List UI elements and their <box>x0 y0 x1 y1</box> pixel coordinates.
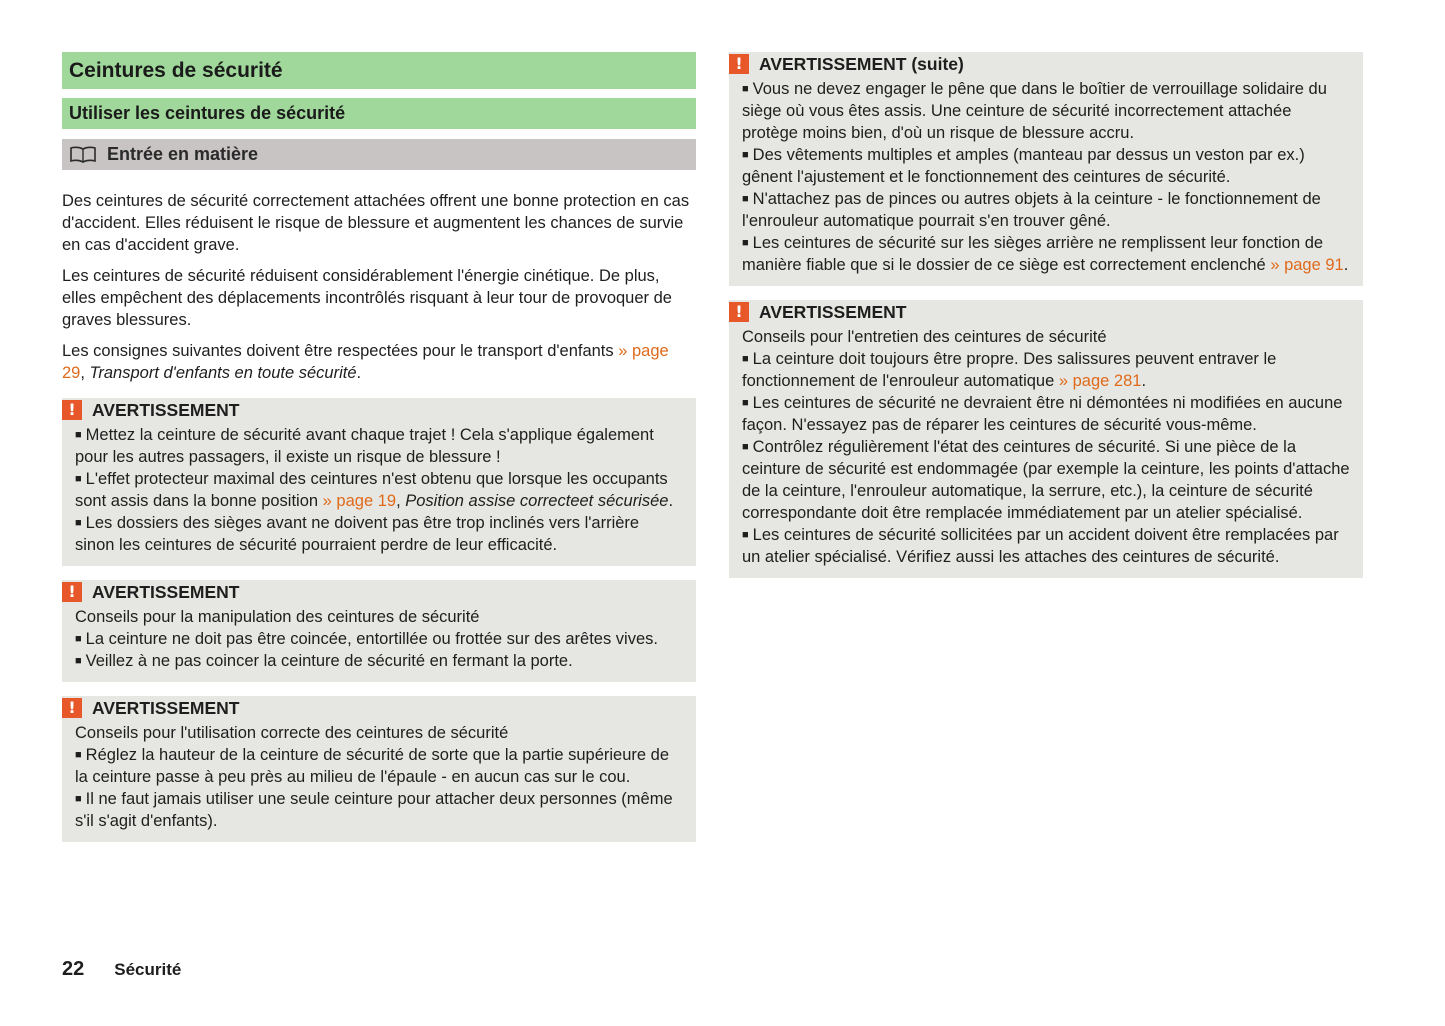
warning-item <box>742 348 1350 392</box>
right-column <box>729 52 1363 578</box>
period: . <box>1141 372 1147 390</box>
paragraph: Des ceintures de sécurité correctement attachées offrent une bonne protection en cas d'accident. Elles réduisent le risque de blessure et augmentent les chances de survie en cas d'accident grave. <box>62 192 690 254</box>
warning-header <box>729 300 1350 324</box>
warning-box <box>62 398 696 566</box>
period: . <box>668 492 674 510</box>
warning-title: AVERTISSEMENT <box>92 400 240 420</box>
warning-item <box>75 468 683 512</box>
warning-intro: Conseils pour la manipulation des ceintures de sécurité <box>75 608 480 626</box>
warning-intro: Conseils pour l'entretien des ceintures de sécurité <box>742 328 1107 346</box>
warning-intro: Conseils pour l'utilisation correcte des ceintures de sécurité <box>75 724 509 742</box>
paragraph: Les ceintures de sécurité réduisent considérablement l'énergie cinétique. De plus, elles empêchent des déplacements incontrôlés risquant à leur tour de provoquer de graves blessures. <box>62 267 672 329</box>
page-link[interactable]: » page 29 <box>62 342 669 382</box>
bullet-icon: ■ <box>742 149 749 161</box>
period: . <box>1343 256 1349 274</box>
item-text: La ceinture doit toujours être propre. Des salissures peuvent entraver le fonctionnement de l'enrouleur automatique <box>742 350 1277 390</box>
warning-header <box>62 696 683 720</box>
item-text: Les ceintures de sécurité ne devraient être ni démontées ni modifiées en aucune façon. N'essayez pas de réparer les ceintures de sécurité vous-même. <box>742 394 1343 434</box>
bullet-icon: ■ <box>75 517 82 529</box>
bullet-icon: ■ <box>75 473 82 485</box>
bullet-icon: ■ <box>742 83 749 95</box>
warning-title: AVERTISSEMENT <box>759 302 907 322</box>
left-column <box>62 52 696 842</box>
warning-item <box>742 232 1350 276</box>
item-text: Réglez la hauteur de la ceinture de sécurité de sorte que la partie supérieure de la ceinture passe à peu près au milieu de l'épaule - en aucun cas sur le cou. <box>75 746 670 786</box>
warning-header <box>62 398 683 422</box>
footer-section-label: Sécurité <box>114 960 182 979</box>
warning-title: AVERTISSEMENT <box>92 582 240 602</box>
warning-item <box>742 392 1350 436</box>
warning-item <box>75 424 683 468</box>
item-text: Les ceintures de sécurité sur les sièges arrière ne remplissent leur fonction de manière fiable que si le dossier de ce siège est correctement enclenché <box>742 234 1324 274</box>
reference-title: Position assise correcteet sécurisée <box>405 492 669 510</box>
warning-item <box>742 524 1350 568</box>
item-text: N'attachez pas de pinces ou autres objets à la ceinture - le fonctionnement de l'enrouleur automatique pourrait s'en trouver gêné. <box>742 190 1321 230</box>
bullet-icon: ■ <box>742 397 749 409</box>
bullet-icon: ■ <box>742 529 749 541</box>
bullet-icon: ■ <box>75 633 82 645</box>
bullet-icon: ■ <box>742 237 749 249</box>
warning-icon: ! <box>62 400 82 420</box>
separator: , <box>396 492 406 510</box>
chapter-title: Ceintures de sécurité <box>62 52 696 89</box>
warning-item <box>742 144 1350 188</box>
reference-title: Transport d'enfants en toute sécurité <box>89 364 357 382</box>
warning-icon: ! <box>62 582 82 602</box>
item-text: Les ceintures de sécurité sollicitées par un accident doivent être remplacées par un atelier spécialisé. Vérifiez aussi les attaches des ceintures de sécurité. <box>742 526 1339 566</box>
page-number: 22 <box>62 958 85 980</box>
paragraph-text: Les consignes suivantes doivent être respectées pour le transport d'enfants <box>62 342 614 360</box>
warning-icon: ! <box>62 698 82 718</box>
item-text: Veillez à ne pas coincer la ceinture de sécurité en fermant la porte. <box>85 652 573 670</box>
warning-box <box>62 696 696 842</box>
warning-item <box>742 436 1350 524</box>
warning-box <box>62 580 696 682</box>
item-text: Mettez la ceinture de sécurité avant chaque trajet ! Cela s'applique également pour les autres passagers, il existe un risque de blessure ! <box>75 426 654 466</box>
intro-title: Entrée en matière <box>107 144 259 164</box>
item-text: Les dossiers des sièges avant ne doivent pas être trop inclinés vers l'arrière sinon les ceintures de sécurité pourraient perdre de leur efficacité. <box>75 514 640 554</box>
page-link[interactable]: » page 91 <box>1270 256 1344 274</box>
item-text: L'effet protecteur maximal des ceintures n'est obtenu que lorsque les occupants sont assis dans la bonne position <box>75 470 668 510</box>
paragraph-children-transport <box>62 340 696 384</box>
bullet-icon: ■ <box>75 793 82 805</box>
warning-item <box>75 628 683 650</box>
intro-heading <box>62 139 696 170</box>
item-text: Il ne faut jamais utiliser une seule ceinture pour attacher deux personnes (même s'il s'agit d'enfants). <box>75 790 673 830</box>
bullet-icon: ■ <box>75 429 82 441</box>
page-link[interactable]: » page 281 <box>1058 372 1142 390</box>
item-text: Contrôlez régulièrement l'état des ceintures de sécurité. Si une pièce de la ceinture de sécurité est endommagée (par exemple la ceinture, les points d'attache de la ceinture, l'enrouleur automatique, la serrure, etc.), la ceinture de sécurité correspondante doit être remplacée immédiatement par un atelier spécialisé. <box>742 438 1350 522</box>
warning-item <box>75 744 683 788</box>
bullet-icon: ■ <box>742 353 749 365</box>
item-text: Des vêtements multiples et amples (manteau par dessus un veston par ex.) gênent l'ajustement et le fonctionnement des ceintures de sécurité. <box>742 146 1305 186</box>
warning-header <box>62 580 683 604</box>
separator: , <box>80 364 90 382</box>
warning-box <box>729 300 1363 578</box>
warning-title: AVERTISSEMENT <box>92 698 240 718</box>
warning-icon: ! <box>729 54 749 74</box>
bullet-icon: ■ <box>75 655 82 667</box>
warning-item <box>75 788 683 832</box>
warning-header <box>729 52 1350 76</box>
item-text: La ceinture ne doit pas être coincée, entortillée ou frottée sur des arêtes vives. <box>85 630 658 648</box>
warning-item <box>75 650 683 672</box>
warning-title: AVERTISSEMENT (suite) <box>759 54 964 74</box>
warning-item <box>742 188 1350 232</box>
warning-item <box>742 78 1350 144</box>
warning-icon: ! <box>729 302 749 322</box>
page-link[interactable]: » page 19 <box>322 492 397 510</box>
page-footer <box>62 958 181 981</box>
bullet-icon: ■ <box>742 441 749 453</box>
bullet-icon: ■ <box>75 749 82 761</box>
section-title: Utiliser les ceintures de sécurité <box>62 98 696 129</box>
warning-item <box>75 512 683 556</box>
open-book-icon <box>69 146 97 164</box>
bullet-icon: ■ <box>742 193 749 205</box>
warning-box <box>729 52 1363 286</box>
period: . <box>356 364 362 382</box>
item-text: Vous ne devez engager le pêne que dans le boîtier de verrouillage solidaire du siège où vous êtes assis. Une ceinture de sécurité incorrectement attachée protège moins bien, d'où un risque de blessure accru. <box>742 80 1327 142</box>
